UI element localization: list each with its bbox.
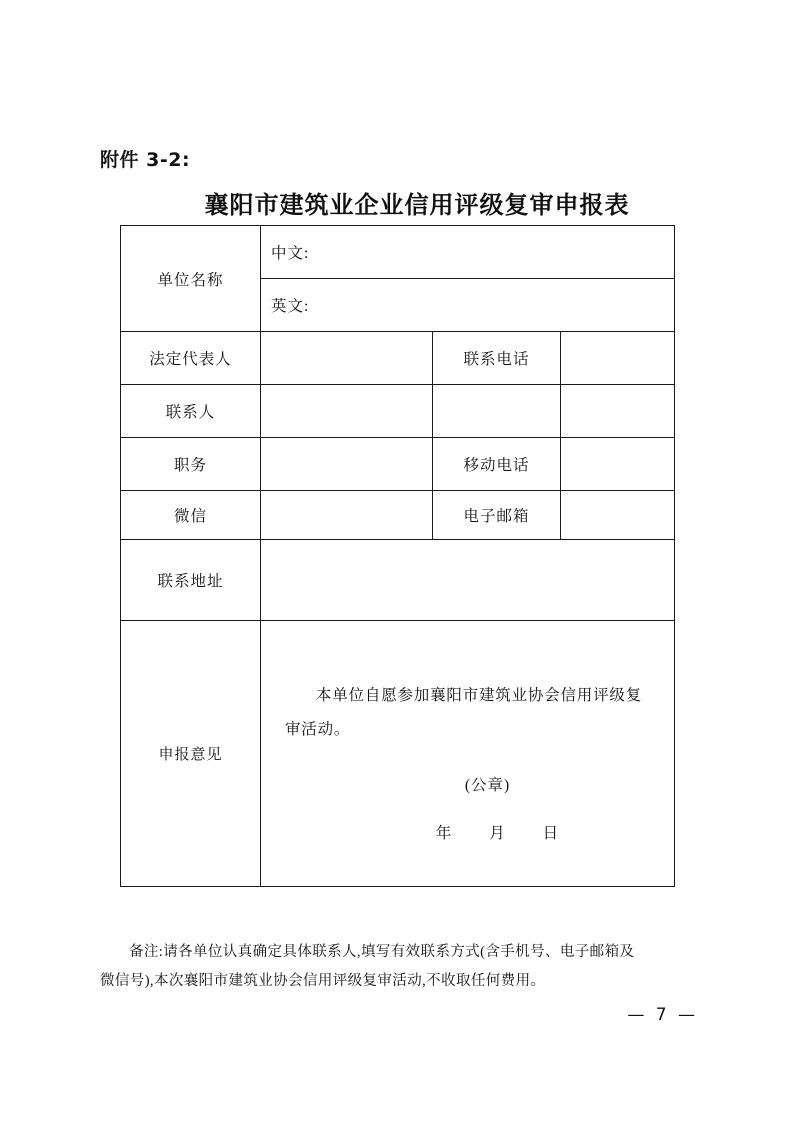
opinion-label: 申报意见	[121, 621, 261, 887]
phone-value[interactable]	[561, 332, 675, 385]
position-value[interactable]	[261, 438, 433, 491]
position-label: 职务	[121, 438, 261, 491]
contact-extra-cell[interactable]	[433, 385, 561, 438]
footer-note-line1: 备注:请各单位认真确定具体联系人,填写有效联系方式(含手机号、电子邮箱及	[129, 944, 635, 960]
mobile-value[interactable]	[561, 438, 675, 491]
table-row	[121, 621, 675, 887]
wechat-label: 微信	[121, 491, 261, 540]
legal-rep-value[interactable]	[261, 332, 433, 385]
page-title: 襄阳市建筑业企业信用评级复审申报表	[204, 191, 630, 219]
unit-name-cn-label: 中文:	[271, 245, 310, 262]
mobile-label: 移动电话	[433, 438, 561, 491]
opinion-inner	[271, 621, 664, 886]
email-value[interactable]	[561, 491, 675, 540]
date-year: 年	[435, 825, 453, 842]
contact-extra-value[interactable]	[561, 385, 675, 438]
address-value[interactable]	[261, 540, 675, 621]
attachment-label: 附件 3-2:	[100, 149, 191, 171]
contact-label: 联系人	[121, 385, 261, 438]
phone-label: 联系电话	[433, 332, 561, 385]
table-row	[121, 332, 675, 385]
table-row	[121, 491, 675, 540]
email-label: 电子邮箱	[433, 491, 561, 540]
unit-name-label: 单位名称	[121, 226, 261, 332]
date-line	[285, 821, 650, 843]
opinion-cell[interactable]	[261, 621, 675, 887]
contact-value[interactable]	[261, 385, 433, 438]
page-number: — 7 —	[627, 1005, 698, 1025]
seal-text: (公章)	[464, 777, 511, 794]
date-month: 月	[489, 825, 506, 842]
table-row	[121, 226, 675, 279]
footer-note	[100, 938, 700, 996]
application-form-table	[120, 225, 675, 887]
table-row	[121, 385, 675, 438]
address-label: 联系地址	[121, 540, 261, 621]
opinion-text: 本单位自愿参加襄阳市建筑业协会信用评级复审活动。	[285, 687, 643, 738]
table-row	[121, 540, 675, 621]
legal-rep-label: 法定代表人	[121, 332, 261, 385]
unit-name-cn-cell[interactable]	[261, 226, 675, 279]
footer-note-line2: 微信号),本次襄阳市建筑业协会信用评级复审活动,不收取任何费用。	[100, 973, 546, 989]
unit-name-en-label: 英文:	[271, 298, 310, 315]
date-day: 日	[542, 825, 560, 842]
unit-name-en-cell[interactable]	[261, 279, 675, 332]
table-row	[121, 438, 675, 491]
wechat-value[interactable]	[261, 491, 433, 540]
